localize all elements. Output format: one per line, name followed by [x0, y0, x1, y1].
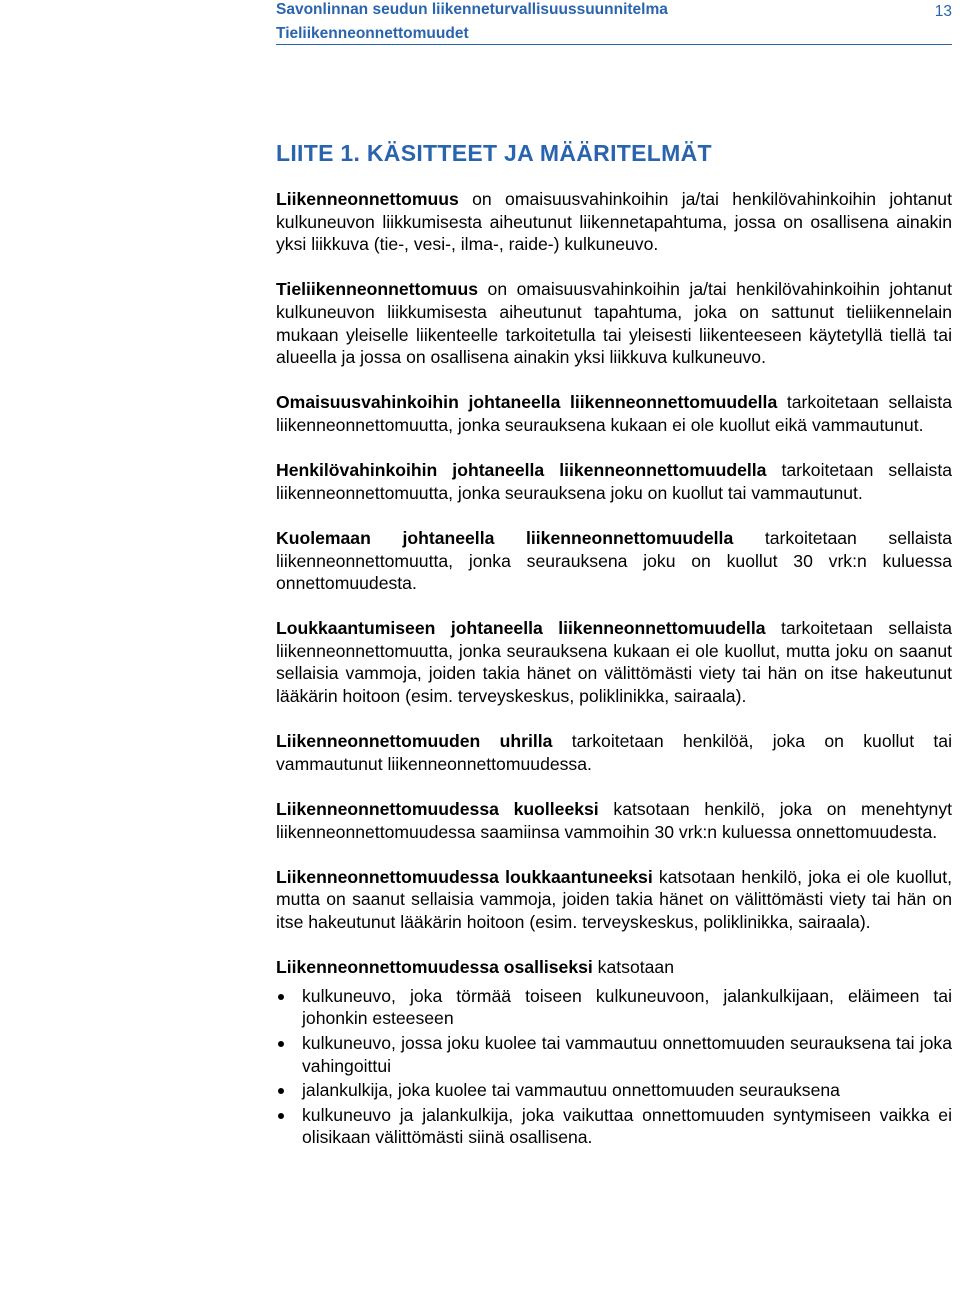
list-item-text: kulkuneuvo ja jalankulkija, joka vaikuttaa onnettomuuden syntymiseen vaikka ei olisikaan välittömästi siinä osallisena. [302, 1104, 952, 1148]
definition-text: on omaisuusvahinkoihin ja/tai henkilövahinkoihin johtanut kulkuneuvon liikkumisesta aiheutunut tapahtuma, joka on sattunut tieliikennelain mukaan yleiselle liikenteelle tarkoitetulla tai yleisesti liikenteeseen käytetyllä tiellä tai alueella ja jossa on osallisena ainakin yksi liikkuva kulkuneuvo. [276, 279, 952, 368]
definition-text: tarkoitetaan sellaista liikenneonnettomuutta, jonka seurauksena kukaan ei ole kuollut, mutta joku on saanut sellaisia vammoja, joiden takia hänet on välittömästi viety tai hän on itse hakeutunut lääkärin hoitoon (esim. terveyskeskus, poliklinikka, sairaala). [276, 618, 952, 707]
definition-osallinen [276, 956, 952, 979]
bullet-icon [278, 1113, 284, 1119]
bullet-icon [278, 994, 284, 1000]
page-content [276, 140, 952, 1151]
participant-list [276, 985, 952, 1149]
definition-omaisuusvahinko [276, 391, 952, 436]
definition-term: Liikenneonnettomuudessa loukkaantuneeksi [276, 866, 653, 887]
definition-loukkaantuminen [276, 617, 952, 707]
bullet-icon [278, 1041, 284, 1047]
definition-liikenneonnettomuus [276, 188, 952, 256]
definition-text: on omaisuusvahinkoihin ja/tai henkilövahinkoihin johtanut kulkuneuvon liikkumisesta aiheutunut liikennetapahtuma, jossa on osallisena ainakin yksi liikkuva (tie-, vesi-, ilma-, raide-) kulkuneuvo. [276, 189, 952, 255]
list-item [302, 985, 952, 1030]
definition-term: Liikenneonnettomuus [276, 189, 459, 209]
definition-text: katsotaan henkilö, joka ei ole kuollut, mutta on saanut sellaisia vammoja, joiden takia hänet on välittömästi viety tai hän on itse hakeutunut lääkärin hoitoon (esim. terveyskeskus, poliklinikka, sairaala). [276, 866, 952, 932]
definition-term: Tieliikenneonnettomuus [276, 279, 479, 300]
definition-text: katsotaan henkilö, joka on menehtynyt liikenneonnettomuudessa saamiinsa vammoihin 30 vrk:n kuluessa onnettomuudesta. [276, 799, 952, 842]
definition-term: Henkilövahinkoihin johtaneella liikenneonnettomuudella [276, 460, 767, 481]
list-item-text: jalankulkija, joka kuolee tai vammautuu onnettomuuden seurauksena [302, 1080, 840, 1101]
header-section-title: Tieliikenneonnettomuudet [276, 25, 469, 42]
list-item [302, 1104, 952, 1149]
bullet-icon [278, 1088, 284, 1094]
definition-term: Omaisuusvahinkoihin johtaneella liikenneonnettomuudella [276, 392, 778, 413]
definition-term: Kuolemaan johtaneella liikenneonnettomuudella [276, 527, 734, 548]
list-item [302, 1032, 952, 1077]
page-number: 13 [934, 3, 952, 20]
definition-tieliikenneonnettomuus [276, 278, 952, 368]
list-item-text: kulkuneuvo, jossa joku kuolee tai vammautuu onnettomuuden seurauksena tai joka vahingoittui [302, 1032, 952, 1076]
definition-term: Liikenneonnettomuudessa osalliseksi [276, 957, 593, 978]
definition-term: Liikenneonnettomuudessa kuolleeksi [276, 799, 599, 820]
appendix-title: LIITE 1. KÄSITTEET JA MÄÄRITELMÄT [276, 140, 712, 166]
definition-loukkaantunut [276, 866, 952, 934]
header-document-title: Savonlinnan seudun liikenneturvallisuussuunnitelma [276, 1, 668, 18]
definition-uhri [276, 730, 952, 775]
list-item [302, 1079, 952, 1102]
definition-text: tarkoitetaan sellaista liikenneonnettomuutta, jonka seurauksena joku on kuollut 30 vrk:n kuluessa onnettomuudesta. [276, 527, 952, 594]
list-item-text: kulkuneuvo, joka törmää toiseen kulkuneuvoon, jalankulkijaan, eläimeen tai johonkin esteeseen [302, 985, 952, 1029]
header-divider [276, 44, 952, 45]
definition-text: tarkoitetaan sellaista liikenneonnettomuutta, jonka seurauksena joku on kuollut tai vammautunut. [276, 460, 952, 503]
definition-kuollut [276, 798, 952, 843]
page-header [276, 0, 956, 46]
definition-text: tarkoitetaan henkilöä, joka on kuollut tai vammautunut liikenneonnettomuudessa. [276, 731, 952, 774]
definition-text: katsotaan [592, 957, 674, 978]
definition-term: Liikenneonnettomuuden uhrilla [276, 731, 553, 752]
definition-term: Loukkaantumiseen johtaneella liikenneonnettomuudella [276, 618, 766, 639]
definition-henkilovahinko [276, 459, 952, 504]
definition-kuolema [276, 527, 952, 595]
definition-text: tarkoitetaan sellaista liikenneonnettomuutta, jonka seurauksena kukaan ei ole kuollut eikä vammautunut. [276, 392, 953, 435]
